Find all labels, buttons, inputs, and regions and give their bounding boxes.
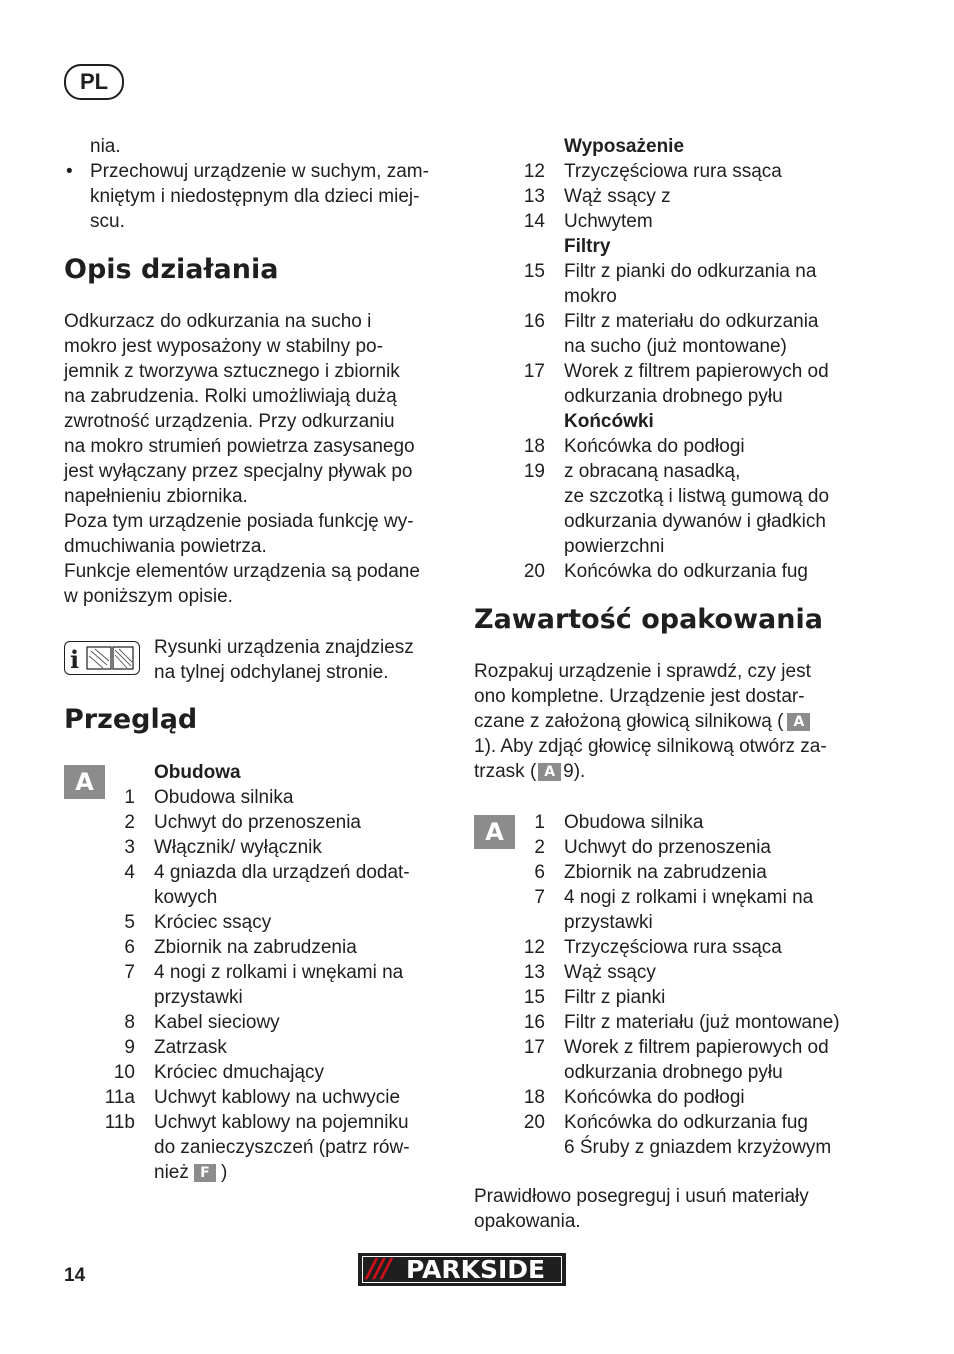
opis-paragraph — [64, 309, 420, 609]
item-number: 3 — [124, 837, 135, 858]
list-item: odkurzania drobnego pyłu — [564, 386, 783, 407]
text-line: na mokro strumień powietrza zasysanego — [64, 436, 415, 457]
text-line: opakowania. — [474, 1211, 581, 1232]
list-item: Trzyczęściowa rura ssąca — [564, 937, 782, 958]
item-number: 15 — [523, 261, 545, 282]
list-item: Końcówka do podłogi — [564, 1087, 745, 1108]
item-number: 17 — [523, 1037, 545, 1058]
parkside-logo — [358, 1253, 566, 1286]
logo-stripes: /// — [367, 1254, 390, 1284]
item-number: 11b — [104, 1112, 135, 1133]
list-item: Worek z filtrem papierowych od — [564, 1037, 829, 1058]
list-heading: Obudowa — [154, 762, 241, 783]
item-number: 13 — [523, 962, 545, 983]
item-number: 7 — [124, 962, 135, 983]
item-number: 19 — [523, 461, 545, 482]
text-line: Rysunki urządzenia znajdziesz — [154, 637, 414, 658]
item-number: 12 — [523, 937, 545, 958]
figure-a-inline-badge: A — [787, 713, 810, 731]
bullet-line: Przechowuj urządzenie w suchym, zam- — [90, 161, 429, 182]
list-item: Wąż ssący — [564, 962, 656, 983]
item-number: 16 — [523, 311, 545, 332]
text-line: Funkcje elementów urządzenia są podane — [64, 561, 420, 582]
item-number: 1 — [534, 812, 545, 833]
text-line: dmuchiwania powietrza. — [64, 536, 267, 557]
list-item: Kabel sieciowy — [154, 1012, 280, 1033]
text-line: na zabrudzenia. Rolki umożliwiają dużą — [64, 386, 397, 407]
list-item: z obracaną nasadką, — [564, 461, 741, 482]
item-number: 16 — [523, 1012, 545, 1033]
list-item: Zbiornik na zabrudzenia — [564, 862, 767, 883]
list-item: kowych — [154, 887, 218, 908]
figure-a-inline-badge: A — [538, 763, 561, 781]
text-line: Odkurzacz do odkurzania na sucho i — [64, 311, 372, 332]
text-line: mokro jest wyposażony w stabilny po- — [64, 336, 383, 357]
item-number: 20 — [523, 561, 545, 582]
item-number: 7 — [534, 887, 545, 908]
item-number: 9 — [124, 1037, 135, 1058]
list-item-last — [154, 1160, 227, 1185]
text: nież — [154, 1162, 189, 1183]
bullet-symbol: • — [66, 161, 73, 182]
item-number: 15 — [523, 987, 545, 1008]
item-number: 20 — [523, 1112, 545, 1133]
text-line — [474, 709, 827, 734]
list-item: 6 Śruby z gniazdem krzyżowym — [564, 1137, 832, 1158]
list-item: odkurzania drobnego pyłu — [564, 1062, 783, 1083]
section-title-opis: Opis działania — [64, 254, 279, 285]
list-heading: Wyposażenie — [564, 136, 685, 157]
list-item: Króciec ssący — [154, 912, 272, 933]
bullet-line: kniętym i niedostępnym dla dzieci miej- — [90, 186, 420, 207]
text: ) — [221, 1162, 228, 1183]
list-item: przystawki — [564, 912, 653, 933]
text-line: napełnieniu zbiornika. — [64, 486, 248, 507]
item-number: 6 — [124, 937, 135, 958]
text-line: Poza tym urządzenie posiada funkcję wy- — [64, 511, 414, 532]
list-item: Końcówka do odkurzania fug — [564, 1112, 808, 1133]
bullet-text — [90, 159, 429, 234]
item-number: 18 — [523, 1087, 545, 1108]
list-item: Króciec dmuchający — [154, 1062, 325, 1083]
item-number: 12 — [523, 161, 545, 182]
list-item: Zatrzask — [154, 1037, 227, 1058]
figure-a-badge: A — [474, 815, 515, 849]
logo-text: PARKSIDE — [406, 1255, 546, 1284]
zawartosc-paragraph — [474, 659, 827, 784]
text: trzask ( — [474, 761, 537, 782]
list-item: Wąż ssący z — [564, 186, 671, 207]
text-line: w poniższym opisie. — [64, 586, 233, 607]
list-item: przystawki — [154, 987, 243, 1008]
text-line: jemnik z tworzywa sztucznego i zbiornik — [64, 361, 400, 382]
figure-a-badge: A — [64, 765, 105, 799]
list-item: do zanieczyszczeń (patrz rów- — [154, 1137, 410, 1158]
list-item: Worek z filtrem papierowych od — [564, 361, 829, 382]
list-item: 4 nogi z rolkami i wnękami na — [564, 887, 814, 908]
text-line: na tylnej odchylanej stronie. — [154, 662, 389, 683]
item-number: 17 — [523, 361, 545, 382]
list-item: Uchwytem — [564, 211, 653, 232]
list-item: Filtr z pianki do odkurzania na — [564, 261, 817, 282]
list-item: Uchwyt do przenoszenia — [154, 812, 361, 833]
item-number: 11a — [104, 1087, 135, 1108]
language-badge: PL — [64, 64, 124, 100]
list-item: Trzyczęściowa rura ssąca — [564, 161, 782, 182]
info-note — [154, 635, 414, 685]
text-line — [474, 759, 827, 784]
svg-text:i: i — [70, 645, 80, 674]
list-heading: Filtry — [564, 236, 611, 257]
list-item: Filtr z pianki — [564, 987, 666, 1008]
list-item: Filtr z materiału (już montowane) — [564, 1012, 840, 1033]
text-line: 1). Aby zdjąć głowicę silnikową otwórz za- — [474, 736, 827, 757]
list-item: 4 nogi z rolkami i wnękami na — [154, 962, 404, 983]
item-number: 5 — [124, 912, 135, 933]
list-item: powierzchni — [564, 536, 665, 557]
text: 9). — [563, 761, 586, 782]
list-item: mokro — [564, 286, 617, 307]
figure-f-badge: F — [194, 1164, 216, 1182]
item-number: 10 — [113, 1062, 135, 1083]
item-number: 18 — [523, 436, 545, 457]
list-item: Zbiornik na zabrudzenia — [154, 937, 357, 958]
item-number: 6 — [534, 862, 545, 883]
page-number: 14 — [64, 1265, 86, 1286]
text: czane z założoną głowicą silnikową ( — [474, 711, 784, 732]
text-line: Rozpakuj urządzenie i sprawdź, czy jest — [474, 661, 811, 682]
text-line: jest wyłączany przez specjalny pływak po — [64, 461, 413, 482]
item-number: 8 — [124, 1012, 135, 1033]
item-number: 13 — [523, 186, 545, 207]
item-number: 4 — [124, 862, 135, 883]
item-number: 2 — [124, 812, 135, 833]
list-item: odkurzania dywanów i gładkich — [564, 511, 826, 532]
list-item: ze szczotką i listwą gumową do — [564, 486, 830, 507]
list-item: Obudowa silnika — [564, 812, 704, 833]
section-title-przeglad: Przegląd — [64, 704, 198, 735]
closing-paragraph — [474, 1184, 809, 1234]
list-item: Włącznik/ wyłącznik — [154, 837, 322, 858]
text-line: ono kompletne. Urządzenie jest dostar- — [474, 686, 805, 707]
list-item: Obudowa silnika — [154, 787, 294, 808]
list-item: 4 gniazda dla urządzeń dodat- — [154, 862, 410, 883]
list-item: Uchwyt do przenoszenia — [564, 837, 771, 858]
item-number: 1 — [124, 787, 135, 808]
section-title-zawartosc: Zawartość opakowania — [474, 604, 823, 635]
list-heading: Końcówki — [564, 411, 654, 432]
bullet-line: scu. — [90, 211, 125, 232]
list-item: na sucho (już montowane) — [564, 336, 787, 357]
info-book-icon — [64, 641, 140, 675]
list-item: Uchwyt kablowy na uchwycie — [154, 1087, 401, 1108]
text-line: Prawidłowo posegreguj i usuń materiały — [474, 1186, 809, 1207]
list-item: Końcówka do odkurzania fug — [564, 561, 808, 582]
list-item: Końcówka do podłogi — [564, 436, 745, 457]
list-item: Filtr z materiału do odkurzania — [564, 311, 819, 332]
list-item: Uchwyt kablowy na pojemniku — [154, 1112, 409, 1133]
item-number: 14 — [523, 211, 545, 232]
intro-continuation: nia. — [90, 136, 121, 157]
text-line: zwrotność urządzenia. Przy odkurzaniu — [64, 411, 395, 432]
item-number: 2 — [534, 837, 545, 858]
